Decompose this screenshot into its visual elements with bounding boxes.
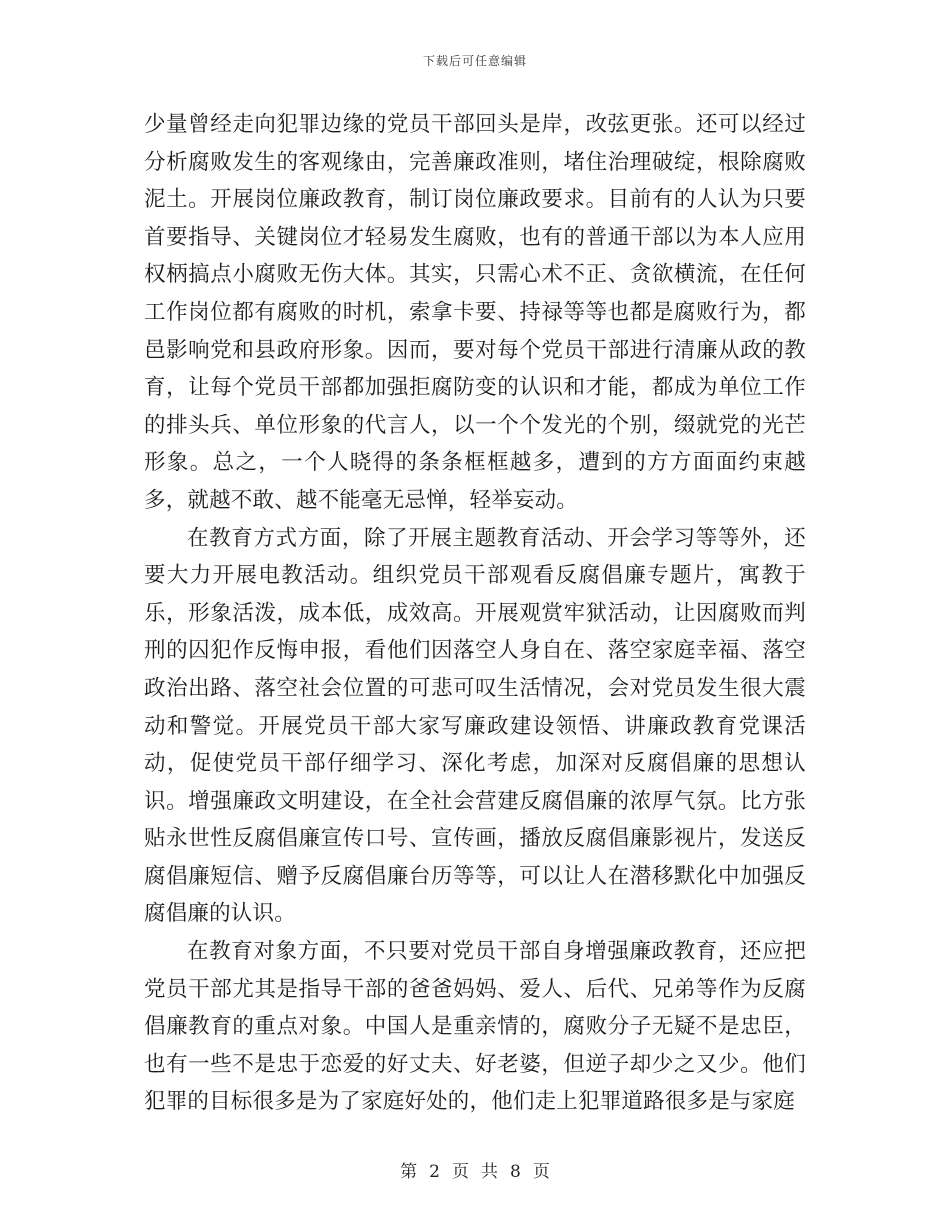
- footer-total-pages: 8: [510, 1162, 521, 1182]
- page-header-note: 下载后可任意编辑: [422, 54, 527, 68]
- footer-current-page: 2: [429, 1162, 440, 1182]
- footer-suffix: 页: [532, 1162, 550, 1182]
- paragraph-2: 在教育方式方面，除了开展主题教育活动、开会学习等等外，还要大力开展电教活动。组织党员干部观看反腐倡廉专题片，寓教于乐，形象活泼，成本低，成效高。开展观赏牢狱活动，让因腐败而判刑的囚犯作反悔申报，看他们因落空人身自在、落空家庭幸福、落空政治出路、落空社会位置的可悲可叹生活情况，会对党员发生很大震动和警觉。开展党员干部大家写廉政建设领悟、讲廉政教育党课活动，促使党员干部仔细学习、深化考虑，加深对反腐倡廉的思想认识。增强廉政文明建设，在全社会营建反腐倡廉的浓厚气氛。比方张贴永世性反腐倡廉宣传口号、宣传画，播放反腐倡廉影视片，发送反腐倡廉短信、赠予反腐倡廉台历等等，可以让人在潜移默化中加强反腐倡廉的认识。: [144, 525, 806, 927]
- footer-total-word: 共: [481, 1162, 498, 1182]
- paragraph-3: 在教育对象方面，不只要对党员干部自身增强廉政教育，还应把党员干部尤其是指导干部的爸爸妈妈、爱人、后代、兄弟等作为反腐倡廉教育的重点对象。中国人是重亲情的，腐败分子无疑不是忠臣，也有一些不是忠于恋爱的好丈夫、好老婆，但逆子却少之又少。他们犯罪的目标很多是为了家庭好处的，他们走上犯罪道路很多是与家庭: [144, 939, 806, 1115]
- page-number-footer: [0, 1157, 950, 1182]
- paragraph-1: 少量曾经走向犯罪边缘的党员干部回头是岸，改弦更张。还可以经过分析腐败发生的客观缘由，完善廉政准则，堵住治理破绽，根除腐败泥土。开展岗位廉政教育，制订岗位廉政要求。目前有的人认为只要首要指导、关键岗位才轻易发生腐败，也有的普通干部以为本人应用权柄搞点小腐败无伤大体。其实，只需心术不正、贪欲横流，在任何工作岗位都有腐败的时机，索拿卡要、持禄等等也都是腐败行为，都邑影响党和县政府形象。因而，要对每个党员干部进行清廉从政的教育，让每个党员干部都加强拒腐防变的认识和才能，都成为单位工作的排头兵、单位形象的代言人，以一个个发光的个别，缀就党的光芒形象。总之，一个人晓得的条条框框越多，遭到的方方面面约束越多，就越不敢、越不能毫无忌惮，轻举妄动。: [144, 112, 806, 513]
- document-body: [144, 106, 806, 1121]
- footer-page-word: 页: [452, 1162, 469, 1182]
- footer-prefix: 第: [400, 1162, 418, 1182]
